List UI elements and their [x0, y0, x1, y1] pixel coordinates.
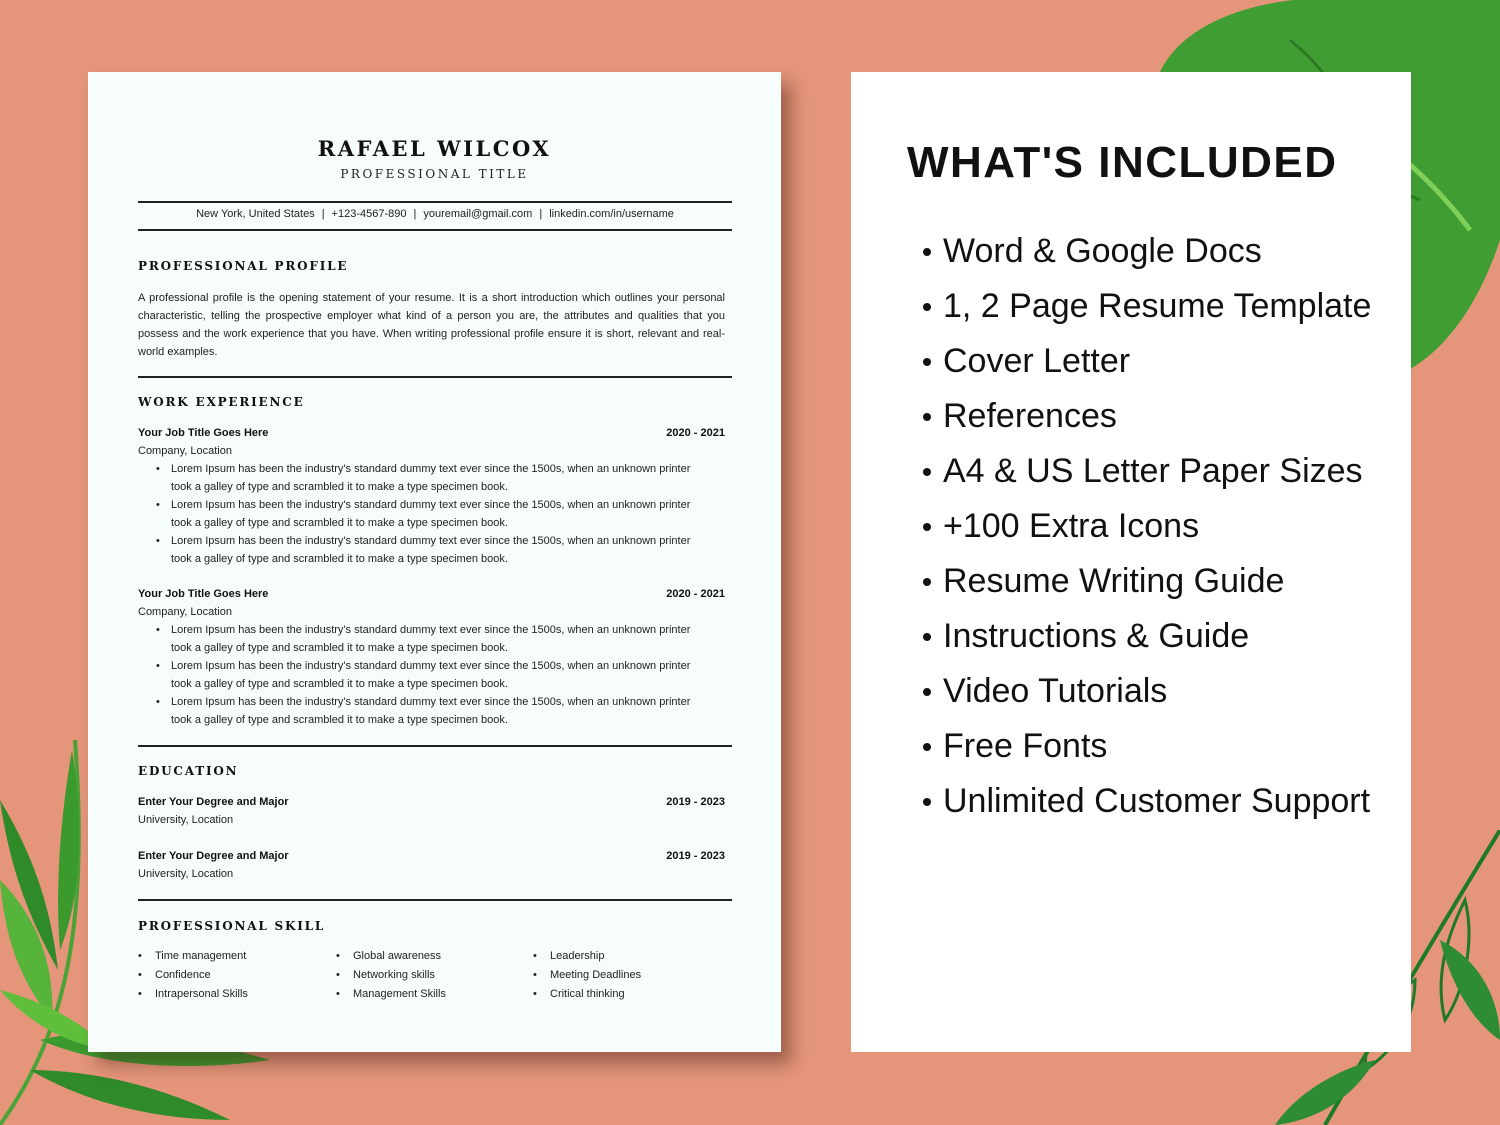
job-dates: 2020 - 2021	[666, 588, 725, 600]
included-item: Instructions & Guide	[943, 609, 1393, 664]
included-item: Cover Letter	[943, 334, 1393, 389]
contact-email: youremail@gmail.com	[423, 208, 533, 220]
included-item: Free Fonts	[943, 719, 1393, 774]
contact-separator: |	[321, 208, 325, 220]
job-company: Company, Location	[138, 606, 232, 618]
contact-separator: |	[413, 208, 417, 220]
section-heading-education: EDUCATION	[138, 764, 239, 778]
included-item: Video Tutorials	[943, 664, 1393, 719]
included-item: +100 Extra Icons	[943, 499, 1393, 554]
job-dates: 2020 - 2021	[666, 427, 725, 439]
contact-separator: |	[539, 208, 543, 220]
resume-page	[88, 72, 781, 1052]
job-bullet: • Lorem Ipsum has been the industry's standard dummy text ever since the 1500s, when an unknown printer took a galley of type and scrambled it to make a type specimen book.	[171, 693, 725, 729]
section-heading-experience: WORK EXPERIENCE	[138, 395, 305, 409]
job-company: Company, Location	[138, 445, 232, 457]
skill-item: • Networking skills	[336, 966, 446, 985]
education-entry	[138, 793, 725, 829]
education-entry	[138, 847, 725, 883]
skill-item: • Intrapersonal Skills	[138, 985, 248, 1004]
included-item: References	[943, 389, 1393, 444]
skill-item: • Critical thinking	[533, 985, 641, 1004]
included-list	[943, 224, 1393, 829]
divider	[138, 229, 732, 231]
section-heading-profile: PROFESSIONAL PROFILE	[138, 259, 349, 273]
job-title: Your Job Title Goes Here	[138, 588, 269, 600]
job-bullet: • Lorem Ipsum has been the industry's standard dummy text ever since the 1500s, when an unknown printer took a galley of type and scrambled it to make a type specimen book.	[171, 621, 725, 657]
included-item: A4 & US Letter Paper Sizes	[943, 444, 1393, 499]
divider	[138, 201, 732, 203]
education-degree: Enter Your Degree and Major	[138, 796, 289, 808]
job-bullet: • Lorem Ipsum has been the industry's standard dummy text ever since the 1500s, when an unknown printer took a galley of type and scrambled it to make a type specimen book.	[171, 460, 725, 496]
education-school: University, Location	[138, 868, 234, 880]
included-item: Resume Writing Guide	[943, 554, 1393, 609]
included-item: 1, 2 Page Resume Template	[943, 279, 1393, 334]
included-item: Word & Google Docs	[943, 224, 1393, 279]
resume-professional-title: PROFESSIONAL TITLE	[340, 167, 529, 181]
contact-linkedin: linkedin.com/in/username	[549, 208, 674, 220]
education-dates: 2019 - 2023	[666, 850, 725, 862]
included-card	[851, 72, 1411, 1052]
profile-paragraph: A professional profile is the opening statement of your resume. It is a short introduction which outlines your personal characteristic, telling the prospective employer what kind of a person you are, the attributes and qualities that you possess and the work experience that you have. When writing professional profile ensure it is short, relevant and real-world examples.	[138, 292, 725, 358]
job-bullet: • Lorem Ipsum has been the industry's standard dummy text ever since the 1500s, when an unknown printer took a galley of type and scrambled it to make a type specimen book.	[171, 496, 725, 532]
included-item: Unlimited Customer Support	[943, 774, 1393, 829]
skill-item: • Management Skills	[336, 985, 446, 1004]
divider	[138, 376, 732, 378]
job-entry	[138, 424, 725, 568]
skill-item: • Confidence	[138, 966, 248, 985]
divider	[138, 899, 732, 901]
included-heading: WHAT'S INCLUDED	[907, 138, 1338, 187]
job-bullet: • Lorem Ipsum has been the industry's standard dummy text ever since the 1500s, when an unknown printer took a galley of type and scrambled it to make a type specimen book.	[171, 532, 725, 568]
job-entry	[138, 585, 725, 729]
skill-item: • Time management	[138, 947, 248, 966]
resume-name: RAFAEL WILCOX	[317, 136, 552, 161]
contact-location: New York, United States	[196, 208, 315, 220]
education-school: University, Location	[138, 814, 234, 826]
education-degree: Enter Your Degree and Major	[138, 850, 289, 862]
job-bullet: • Lorem Ipsum has been the industry's standard dummy text ever since the 1500s, when an unknown printer took a galley of type and scrambled it to make a type specimen book.	[171, 657, 725, 693]
section-heading-skills: PROFESSIONAL SKILL	[138, 919, 326, 933]
skill-item: • Meeting Deadlines	[533, 966, 641, 985]
education-dates: 2019 - 2023	[666, 796, 725, 808]
contact-phone: +123-4567-890	[331, 208, 407, 220]
job-title: Your Job Title Goes Here	[138, 427, 269, 439]
divider	[138, 745, 732, 747]
skill-item: • Global awareness	[336, 947, 446, 966]
skill-item: • Leadership	[533, 947, 641, 966]
contact-line	[138, 208, 732, 220]
